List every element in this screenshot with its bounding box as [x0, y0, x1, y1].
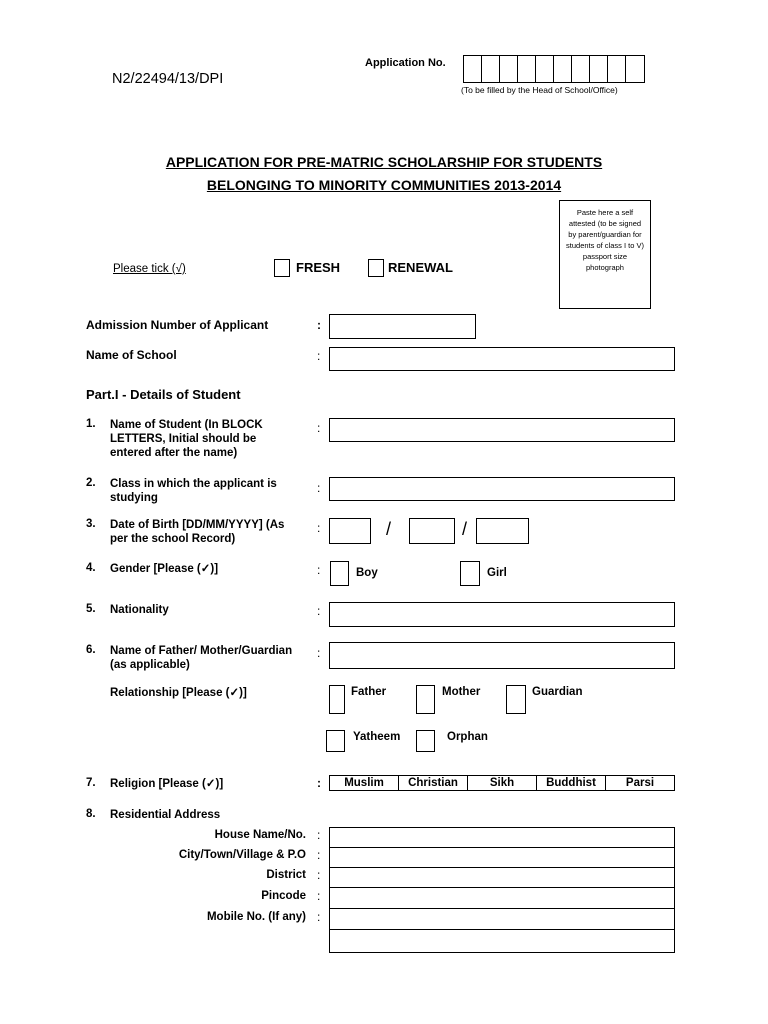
- field6-colon: :: [317, 646, 321, 660]
- field2-number: 2.: [86, 477, 96, 489]
- girl-label: Girl: [487, 567, 507, 579]
- reference-number: N2/22494/13/DPI: [112, 71, 224, 87]
- fresh-label: FRESH: [296, 260, 341, 275]
- orphan-checkbox[interactable]: [416, 730, 435, 752]
- religion-option-muslim[interactable]: Muslim: [330, 776, 399, 790]
- renewal-checkbox[interactable]: [368, 259, 384, 277]
- religion-option-sikh[interactable]: Sikh: [468, 776, 537, 790]
- field2-colon: :: [317, 481, 321, 495]
- field4-number: 4.: [86, 562, 96, 574]
- religion-option-parsi[interactable]: Parsi: [625, 777, 655, 789]
- religion-option-buddhist[interactable]: Buddhist: [537, 776, 606, 790]
- city-input[interactable]: [329, 847, 675, 868]
- orphan-label: Orphan: [447, 731, 488, 743]
- dob-separator-2: /: [462, 519, 468, 539]
- house-colon: :: [317, 828, 321, 842]
- field8-number: 8.: [86, 808, 96, 820]
- field3-colon: :: [317, 521, 321, 535]
- yatheem-checkbox[interactable]: [326, 730, 345, 752]
- renewal-label: RENEWAL: [388, 260, 453, 275]
- guardian-label: Guardian: [532, 686, 583, 698]
- girl-checkbox[interactable]: [460, 561, 480, 586]
- photo-box: [559, 200, 651, 309]
- pincode-label: Pincode: [261, 890, 306, 902]
- application-no-cell[interactable]: [608, 56, 626, 82]
- field2-label: Class in which the applicant is studying: [110, 478, 277, 504]
- yatheem-label: Yatheem: [353, 731, 401, 743]
- application-no-cell[interactable]: [536, 56, 554, 82]
- father-label: Father: [351, 686, 387, 698]
- district-colon: :: [317, 868, 321, 882]
- application-no-cell[interactable]: [626, 56, 644, 82]
- admission-number-input[interactable]: [329, 314, 476, 339]
- dob-month-input[interactable]: [409, 518, 455, 544]
- field1-label: Name of Student (In BLOCK LETTERS, Initial should be entered after the name): [110, 419, 263, 459]
- field5-label: Nationality: [110, 604, 169, 616]
- house-label: House Name/No.: [214, 829, 306, 841]
- admission-number-label: Admission Number of Applicant: [86, 318, 269, 332]
- field4-colon: :: [317, 563, 321, 577]
- house-input[interactable]: [329, 827, 675, 848]
- city-colon: :: [317, 848, 321, 862]
- field1-colon: :: [317, 421, 321, 435]
- form-title-line2: BELONGING TO MINORITY COMMUNITIES 2013-2014: [206, 177, 562, 193]
- admission-colon: :: [317, 318, 321, 332]
- field7-label: Religion [Please (✓)]: [110, 778, 224, 790]
- district-input[interactable]: [329, 867, 675, 888]
- application-no-cell[interactable]: [518, 56, 536, 82]
- guardian-name-input[interactable]: [329, 642, 675, 669]
- field1-number: 1.: [86, 418, 96, 430]
- application-no-label: Application No.: [365, 57, 446, 69]
- city-label: City/Town/Village & P.O: [178, 849, 306, 861]
- please-tick-label: Please tick (√): [113, 263, 186, 275]
- pincode-colon: :: [317, 889, 321, 903]
- field8-label: Residential Address: [110, 809, 221, 821]
- boy-label: Boy: [356, 567, 378, 579]
- guardian-checkbox[interactable]: [506, 685, 526, 714]
- photo-box-instructions: Paste here a self attested (to be signed by parent/guardian for students of class I to V) passport size photograph: [566, 208, 644, 272]
- field6-number: 6.: [86, 644, 96, 656]
- nationality-input[interactable]: [329, 602, 675, 627]
- relationship-label: Relationship [Please (✓)]: [110, 687, 247, 699]
- dob-day-input[interactable]: [329, 518, 371, 544]
- fresh-checkbox[interactable]: [274, 259, 290, 277]
- boy-checkbox[interactable]: [330, 561, 349, 586]
- field7-number: 7.: [86, 777, 96, 789]
- pincode-input[interactable]: [329, 887, 675, 909]
- application-no-cells[interactable]: [463, 55, 645, 83]
- mother-label: Mother: [442, 686, 481, 698]
- father-checkbox[interactable]: [329, 685, 345, 714]
- school-colon: :: [317, 349, 321, 363]
- mobile-input[interactable]: [329, 908, 675, 930]
- field4-label: Gender [Please (✓)]: [110, 563, 219, 575]
- application-no-cell[interactable]: [554, 56, 572, 82]
- form-title-line1: APPLICATION FOR PRE-MATRIC SCHOLARSHIP FOR STUDENTS: [165, 154, 603, 170]
- district-label: District: [266, 869, 306, 881]
- application-no-cell[interactable]: [590, 56, 608, 82]
- extra-address-input[interactable]: [329, 929, 675, 953]
- application-no-cell[interactable]: [464, 56, 482, 82]
- field7-colon: :: [317, 776, 321, 790]
- application-no-note: (To be filled by the Head of School/Office): [461, 85, 618, 95]
- field3-label: Date of Birth [DD/MM/YYYY] (As per the school Record): [110, 519, 285, 545]
- dob-separator-1: /: [386, 519, 392, 539]
- field6-label: Name of Father/ Mother/Guardian (as applicable): [110, 645, 293, 671]
- application-no-cell[interactable]: [482, 56, 500, 82]
- field3-number: 3.: [86, 518, 96, 530]
- field5-number: 5.: [86, 603, 96, 615]
- field5-colon: :: [317, 604, 321, 618]
- school-name-label: Name of School: [86, 348, 177, 362]
- mother-checkbox[interactable]: [416, 685, 435, 714]
- application-no-cell[interactable]: [572, 56, 590, 82]
- class-input[interactable]: [329, 477, 675, 501]
- school-name-input[interactable]: [329, 347, 675, 371]
- religion-options: [329, 775, 675, 791]
- part1-heading: Part.I - Details of Student: [86, 387, 241, 402]
- mobile-label: Mobile No. (If any): [206, 911, 306, 923]
- religion-option-christian[interactable]: Christian: [399, 776, 468, 790]
- dob-year-input[interactable]: [476, 518, 529, 544]
- mobile-colon: :: [317, 910, 321, 924]
- student-name-input[interactable]: [329, 418, 675, 442]
- application-no-cell[interactable]: [500, 56, 518, 82]
